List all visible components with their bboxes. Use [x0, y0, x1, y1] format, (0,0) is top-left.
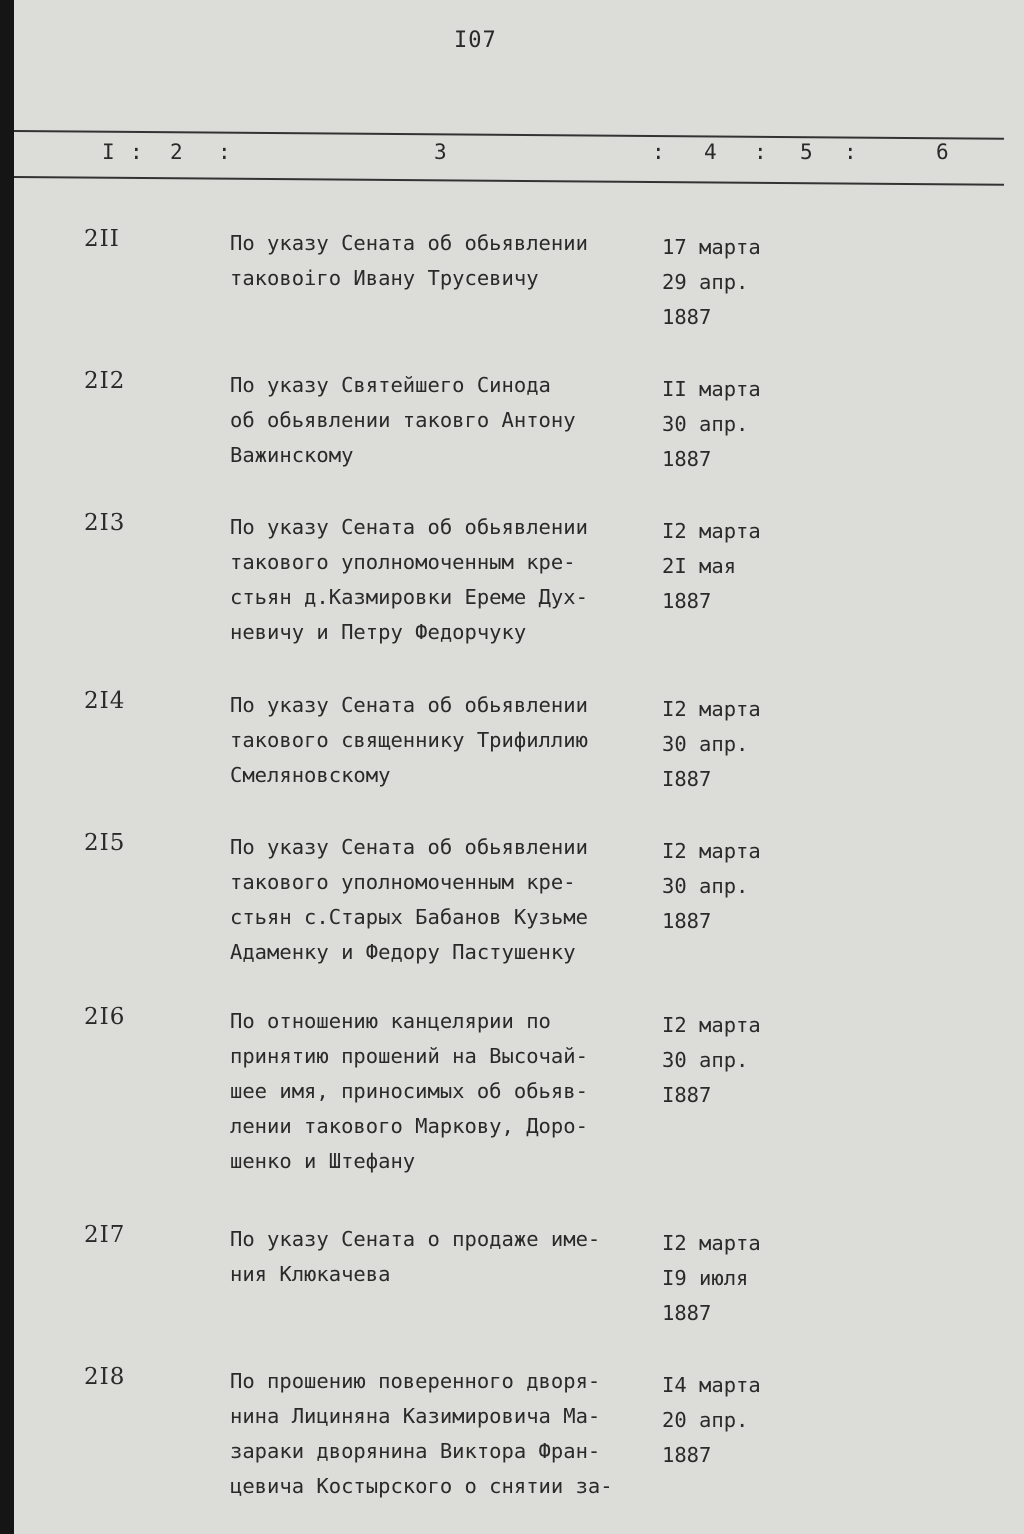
page-number: I07 [454, 28, 497, 53]
entry-number: 2I4 [84, 688, 126, 714]
entry-description: По указу Святейшего Синода об обьявлении таковго Антону Важинскому [230, 373, 576, 467]
column-separator: : [218, 140, 231, 164]
entry-description: По указу Сената об обьявлении такового уполномоченным кре- стьян д.Казмировки Ереме Дух- невичу и Петру Федорчуку [230, 515, 588, 644]
entry-number: 2I6 [84, 1004, 126, 1030]
column-number-1: I [102, 140, 115, 164]
entry-description: По указу Сената об обьявлении такового уполномоченным кре- стьян с.Старых Бабанов Кузьме Адаменку и Федору Пастушенку [230, 835, 588, 964]
column-number-2: 2 [170, 140, 183, 164]
column-number-4: 4 [704, 140, 717, 164]
entry-dates: I2 марта 2I мая 1887 [662, 519, 761, 613]
document-page [14, 0, 1024, 1534]
column-number-5: 5 [800, 140, 813, 164]
entry-dates: II марта 30 апр. 1887 [662, 377, 761, 471]
column-number-3: 3 [434, 140, 447, 164]
entry-dates: I2 марта I9 июля 1887 [662, 1231, 761, 1325]
entry-number: 2I5 [84, 830, 126, 856]
entry-description: По отношению канцелярии по принятию прошений на Высочай- шее имя, приносимых об обьяв- лении такового Маркову, Доро- шенко и Штефану [230, 1009, 588, 1173]
entry-description: По прошению поверенного дворя- нина Лициняна Казимировича Ма- зараки дворянина Виктора Фран- цевича Костырского о снятии за- [230, 1369, 613, 1498]
entry-number: 2II [84, 226, 120, 252]
entry-description: По указу Сената об обьявлении таковоіго Ивану Трусевичу [230, 231, 588, 290]
table-header-bottom-rule [14, 176, 1004, 186]
column-separator: : [130, 140, 143, 164]
entry-number: 2I2 [84, 368, 126, 394]
entry-dates: I2 марта 30 апр. I887 [662, 1013, 761, 1107]
column-separator: : [844, 140, 857, 164]
entry-dates: I2 марта 30 апр. I887 [662, 697, 761, 791]
entry-description: По указу Сената о продаже име- ния Клюкачева [230, 1227, 601, 1286]
entry-number: 2I3 [84, 510, 126, 536]
entry-description: По указу Сената об обьявлении такового священнику Трифиллию Смеляновскому [230, 693, 588, 787]
entry-dates: 17 марта 29 апр. 1887 [662, 235, 761, 329]
column-separator: : [754, 140, 767, 164]
table-header-top-rule [14, 130, 1004, 140]
entry-number: 2I8 [84, 1364, 126, 1390]
entry-number: 2I7 [84, 1222, 126, 1248]
entry-dates: I2 марта 30 апр. 1887 [662, 839, 761, 933]
column-separator: : [652, 140, 665, 164]
column-number-6: 6 [936, 140, 949, 164]
entry-dates: I4 марта 20 апр. 1887 [662, 1373, 761, 1467]
